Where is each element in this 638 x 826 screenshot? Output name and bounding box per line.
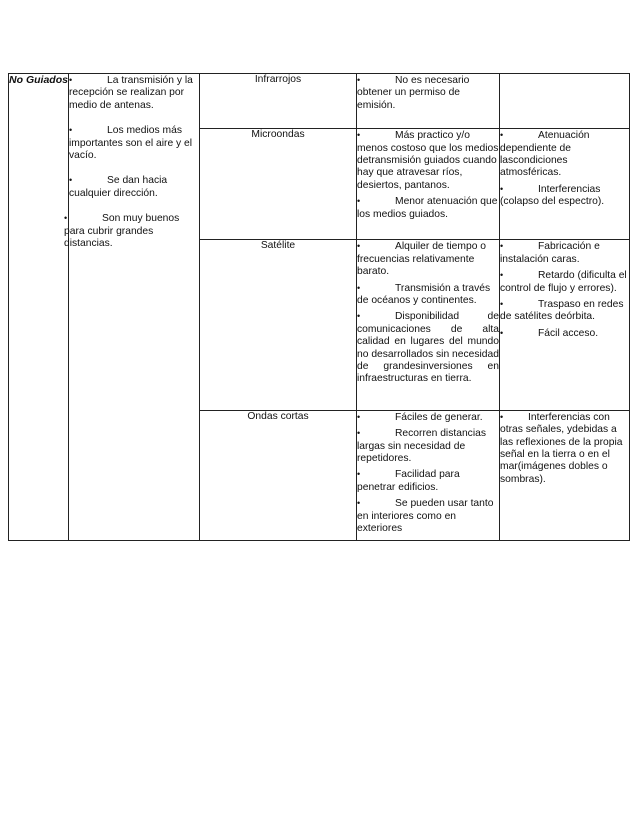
advantage-item: • Fáciles de generar. bbox=[357, 411, 483, 423]
advantage-item: • Transmisión a través de océanos y continentes. bbox=[357, 282, 491, 306]
advantages-cell bbox=[357, 410, 500, 540]
bullet-icon: • bbox=[357, 428, 361, 439]
bullet-icon: • bbox=[500, 327, 504, 338]
disadvantages-cell bbox=[500, 74, 630, 129]
bullet-icon: • bbox=[357, 241, 361, 252]
medium-name-cell: Infrarrojos bbox=[200, 74, 357, 129]
advantage-item: • Menor atenuación que los medios guiados. bbox=[357, 196, 498, 220]
bullet-icon: • bbox=[500, 183, 504, 194]
bullet-icon: • bbox=[357, 75, 361, 85]
bullet-icon: • bbox=[500, 130, 504, 141]
disadvantages-cell bbox=[500, 129, 630, 240]
bullet-icon: • bbox=[357, 469, 361, 480]
advantage-item: • Alquiler de tiempo o frecuencias relativamente barato. bbox=[357, 241, 487, 278]
bullet-icon: • bbox=[500, 241, 504, 252]
disadvantage-item: • Interferencias con otras señales, ydebidas a las reflexiones de la propia señal en la tierra o en el mar(imágenes dobles o sombras). bbox=[500, 411, 623, 485]
description-item: • La transmisión y la recepción se realizan por medio de antenas. bbox=[69, 75, 193, 111]
medium-name-cell: Ondas cortas bbox=[200, 410, 357, 540]
disadvantage-item: • Fácil acceso. bbox=[500, 327, 599, 339]
disadvantage-item: • Retardo (dificulta el control de flujo y errores). bbox=[500, 270, 627, 294]
advantage-item: • No es necesario obtener un permiso de emisión. bbox=[357, 75, 470, 111]
advantages-cell bbox=[357, 240, 500, 410]
medium-name-cell: Satélite bbox=[200, 240, 357, 410]
bullet-icon: • bbox=[69, 175, 73, 186]
bullet-icon: • bbox=[357, 282, 361, 293]
bullet-icon: • bbox=[500, 270, 504, 281]
disadvantage-item: • Interferencias (colapso del espectro). bbox=[500, 183, 605, 208]
disadvantage-item: • Traspaso en redes de satélites deórbita. bbox=[500, 298, 624, 323]
description-item: • Son muy buenos para cubrir grandes distancias. bbox=[64, 213, 180, 250]
disadvantage-item: • Fabricación e instalación caras. bbox=[500, 241, 600, 265]
disadvantages-cell bbox=[500, 240, 630, 410]
advantage-item: • Más practico y/o menos costoso que los medios detransmisión guiados cuando hay que atravesar ríos, desiertos, pantanos. bbox=[357, 130, 499, 191]
advantage-item: • Se pueden usar tanto en interiores como en exteriores bbox=[357, 498, 494, 534]
category-label: No Guiados bbox=[9, 74, 68, 86]
disadvantages-cell bbox=[500, 410, 630, 540]
advantage-item: • Facilidad para penetrar edificios. bbox=[357, 469, 460, 493]
bullet-icon: • bbox=[64, 213, 68, 224]
bullet-icon: • bbox=[500, 298, 504, 309]
description-item: • Se dan hacia cualquier dirección. bbox=[69, 175, 168, 199]
bullet-icon: • bbox=[357, 411, 361, 422]
bullet-icon: • bbox=[357, 311, 361, 322]
table-row bbox=[9, 74, 630, 129]
medium-name-cell: Microondas bbox=[200, 129, 357, 240]
description-cell bbox=[64, 74, 200, 541]
disadvantage-item: • Atenuación dependiente de lascondiciones atmosféricas. bbox=[500, 130, 590, 179]
description-item: • Los medios más importantes son el aire y el vacío. bbox=[69, 125, 193, 162]
bullet-icon: • bbox=[357, 130, 361, 141]
advantage-item: • Disponibilidad de comunicaciones de alta calidad en lugares del mundo no desarrollados sin necesidad de grandesinversiones en infraestructuras en tierra. bbox=[357, 311, 499, 385]
advantage-item: • Recorren distancias largas sin necesidad de repetidores. bbox=[357, 428, 486, 464]
bullet-icon: • bbox=[69, 75, 73, 85]
category-cell bbox=[9, 74, 69, 541]
bullet-icon: • bbox=[357, 196, 361, 207]
comparison-table bbox=[8, 73, 630, 541]
document-page bbox=[8, 73, 629, 541]
bullet-icon: • bbox=[500, 411, 504, 422]
bullet-icon: • bbox=[69, 125, 73, 136]
advantages-cell bbox=[357, 129, 500, 240]
bullet-icon: • bbox=[357, 498, 361, 509]
advantages-cell bbox=[357, 74, 500, 129]
